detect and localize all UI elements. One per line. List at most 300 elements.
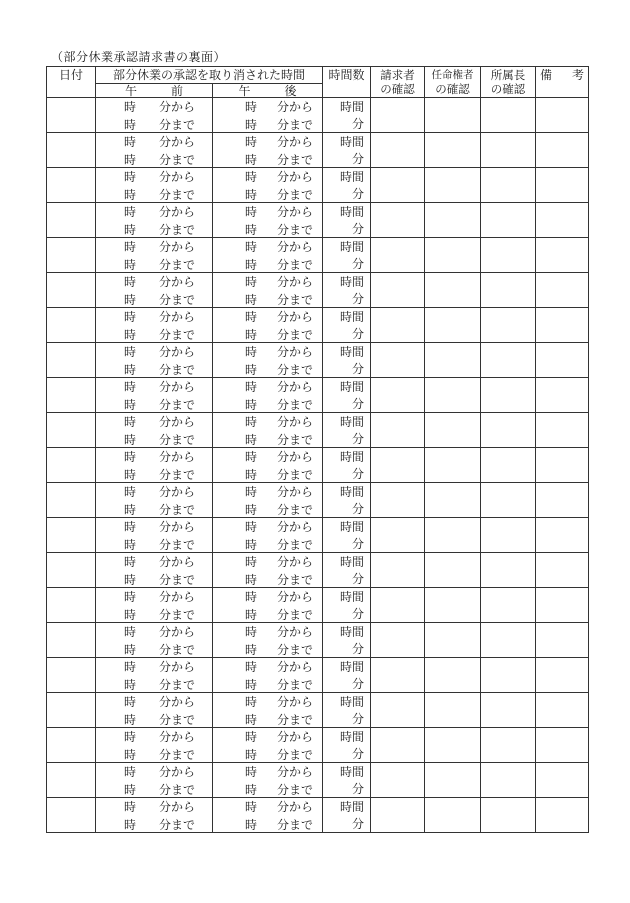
minutes-until-label: 分まで bbox=[277, 362, 314, 377]
minutes-cell[interactable]: 分 bbox=[323, 151, 371, 168]
minutes-cell[interactable]: 分 bbox=[323, 186, 371, 203]
am-time-cell[interactable] bbox=[96, 728, 213, 746]
requester-check-cell[interactable] bbox=[371, 343, 425, 378]
pm-time-cell[interactable] bbox=[213, 763, 323, 781]
director-check-cell[interactable] bbox=[481, 98, 536, 133]
date-cell[interactable] bbox=[47, 763, 96, 798]
date-cell[interactable] bbox=[47, 413, 96, 448]
minutes-from-label: 分から bbox=[277, 240, 314, 254]
hour-label: 時 bbox=[245, 607, 258, 622]
pm-time-cell[interactable] bbox=[213, 396, 323, 413]
requester-check-cell[interactable] bbox=[371, 133, 425, 168]
minutes-cell[interactable]: 分 bbox=[323, 466, 371, 483]
header-period: 部分休業の承認を取り消された時間 bbox=[96, 67, 323, 84]
appointer-check-cell[interactable] bbox=[425, 133, 481, 168]
remarks-cell[interactable] bbox=[536, 273, 589, 308]
appointer-check-cell[interactable] bbox=[425, 448, 481, 483]
date-cell[interactable] bbox=[47, 623, 96, 658]
date-cell[interactable] bbox=[47, 448, 96, 483]
hour-label: 時 bbox=[245, 642, 258, 657]
director-check-cell[interactable] bbox=[481, 763, 536, 798]
minutes-from-label: 分から bbox=[277, 275, 314, 289]
appointer-check-cell[interactable] bbox=[425, 378, 481, 413]
director-check-cell[interactable] bbox=[481, 273, 536, 308]
appointer-check-cell[interactable] bbox=[425, 308, 481, 343]
minutes-from-label: 分から bbox=[159, 380, 196, 394]
minutes-until-label: 分まで bbox=[277, 817, 314, 832]
hours-cell[interactable]: 時間 bbox=[323, 798, 371, 816]
minutes-cell[interactable]: 分 bbox=[323, 571, 371, 588]
am-time-cell[interactable] bbox=[96, 676, 213, 693]
pm-time-cell[interactable] bbox=[213, 518, 323, 536]
minutes-cell[interactable]: 分 bbox=[323, 291, 371, 308]
pm-time-cell[interactable] bbox=[213, 221, 323, 238]
remarks-cell[interactable] bbox=[536, 413, 589, 448]
hour-label: 時 bbox=[124, 817, 137, 832]
entry-row bbox=[47, 588, 589, 606]
requester-check-cell[interactable] bbox=[371, 378, 425, 413]
hours-cell[interactable]: 時間 bbox=[323, 693, 371, 711]
requester-check-cell[interactable] bbox=[371, 483, 425, 518]
date-cell[interactable] bbox=[47, 273, 96, 308]
director-check-cell[interactable] bbox=[481, 658, 536, 693]
minutes-cell[interactable]: 分 bbox=[323, 641, 371, 658]
am-time-cell[interactable] bbox=[96, 711, 213, 728]
hours-cell[interactable]: 時間 bbox=[323, 658, 371, 676]
entry-row bbox=[47, 308, 589, 326]
requester-check-cell[interactable] bbox=[371, 273, 425, 308]
hours-cell[interactable]: 時間 bbox=[323, 378, 371, 396]
header-am: 午 前 bbox=[96, 84, 213, 98]
hours-cell[interactable]: 時間 bbox=[323, 98, 371, 116]
appointer-check-cell[interactable] bbox=[425, 203, 481, 238]
minutes-from-label: 分から bbox=[159, 275, 196, 289]
am-time-cell[interactable] bbox=[96, 168, 213, 186]
hour-label: 時 bbox=[245, 502, 258, 517]
hour-label: 時 bbox=[245, 555, 258, 569]
director-check-cell[interactable] bbox=[481, 693, 536, 728]
entry-row bbox=[47, 343, 589, 361]
director-check-cell[interactable] bbox=[481, 588, 536, 623]
am-time-cell[interactable] bbox=[96, 256, 213, 273]
am-time-cell[interactable] bbox=[96, 483, 213, 501]
minutes-until-label: 分まで bbox=[159, 572, 196, 587]
am-time-cell[interactable] bbox=[96, 501, 213, 518]
hours-cell[interactable]: 時間 bbox=[323, 343, 371, 361]
pm-time-cell[interactable] bbox=[213, 623, 323, 641]
minutes-until-label: 分まで bbox=[159, 117, 196, 132]
minutes-until-label: 分まで bbox=[277, 327, 314, 342]
am-time-cell[interactable] bbox=[96, 291, 213, 308]
appointer-check-cell[interactable] bbox=[425, 728, 481, 763]
am-time-cell[interactable] bbox=[96, 396, 213, 413]
remarks-cell[interactable] bbox=[536, 168, 589, 203]
pm-time-cell[interactable] bbox=[213, 728, 323, 746]
hour-label: 時 bbox=[245, 765, 258, 779]
pm-time-cell[interactable] bbox=[213, 501, 323, 518]
minutes-until-label: 分まで bbox=[159, 187, 196, 202]
requester-check-cell[interactable] bbox=[371, 413, 425, 448]
pm-time-cell[interactable] bbox=[213, 448, 323, 466]
pm-time-cell[interactable] bbox=[213, 413, 323, 431]
pm-time-cell[interactable] bbox=[213, 553, 323, 571]
pm-time-cell[interactable] bbox=[213, 308, 323, 326]
hour-label: 時 bbox=[124, 415, 137, 429]
director-check-cell[interactable] bbox=[481, 168, 536, 203]
pm-time-cell[interactable] bbox=[213, 466, 323, 483]
hours-cell[interactable]: 時間 bbox=[323, 168, 371, 186]
minutes-until-label: 分まで bbox=[159, 222, 196, 237]
director-check-cell[interactable] bbox=[481, 203, 536, 238]
am-time-cell[interactable] bbox=[96, 571, 213, 588]
date-cell[interactable] bbox=[47, 378, 96, 413]
am-time-cell[interactable] bbox=[96, 518, 213, 536]
remarks-cell[interactable] bbox=[536, 133, 589, 168]
remarks-cell[interactable] bbox=[536, 448, 589, 483]
minutes-cell[interactable]: 分 bbox=[323, 326, 371, 343]
am-time-cell[interactable] bbox=[96, 553, 213, 571]
requester-check-cell[interactable] bbox=[371, 728, 425, 763]
am-time-cell[interactable] bbox=[96, 203, 213, 221]
minutes-from-label: 分から bbox=[159, 485, 196, 499]
requester-check-cell[interactable] bbox=[371, 448, 425, 483]
header-remarks: 備 考 bbox=[536, 67, 589, 98]
hours-cell[interactable]: 時間 bbox=[323, 273, 371, 291]
requester-check-cell[interactable] bbox=[371, 658, 425, 693]
remarks-cell[interactable] bbox=[536, 378, 589, 413]
appointer-check-cell[interactable] bbox=[425, 238, 481, 273]
requester-check-cell[interactable] bbox=[371, 168, 425, 203]
director-check-cell[interactable] bbox=[481, 343, 536, 378]
am-time-cell[interactable] bbox=[96, 378, 213, 396]
hours-cell[interactable]: 時間 bbox=[323, 413, 371, 431]
entry-row bbox=[47, 693, 589, 711]
minutes-cell[interactable]: 分 bbox=[323, 361, 371, 378]
pm-time-cell[interactable] bbox=[213, 343, 323, 361]
am-time-cell[interactable] bbox=[96, 536, 213, 553]
pm-time-cell[interactable] bbox=[213, 693, 323, 711]
hour-label: 時 bbox=[124, 257, 137, 272]
am-time-cell[interactable] bbox=[96, 98, 213, 116]
remarks-cell[interactable] bbox=[536, 658, 589, 693]
pm-time-cell[interactable] bbox=[213, 798, 323, 816]
hour-label: 時 bbox=[124, 327, 137, 342]
minutes-cell[interactable]: 分 bbox=[323, 781, 371, 798]
hour-label: 時 bbox=[124, 135, 137, 149]
hour-label: 時 bbox=[245, 625, 258, 639]
director-check-cell[interactable] bbox=[481, 413, 536, 448]
director-check-cell[interactable] bbox=[481, 133, 536, 168]
director-check-cell[interactable] bbox=[481, 518, 536, 553]
hour-label: 時 bbox=[124, 380, 137, 394]
minutes-from-label: 分から bbox=[277, 520, 314, 534]
minutes-until-label: 分まで bbox=[277, 187, 314, 202]
appointer-check-cell[interactable] bbox=[425, 623, 481, 658]
hours-cell[interactable]: 時間 bbox=[323, 308, 371, 326]
appointer-check-cell[interactable] bbox=[425, 168, 481, 203]
pm-time-cell[interactable] bbox=[213, 676, 323, 693]
hours-cell[interactable]: 時間 bbox=[323, 588, 371, 606]
pm-time-cell[interactable] bbox=[213, 816, 323, 833]
pm-time-cell[interactable] bbox=[213, 168, 323, 186]
pm-time-cell[interactable] bbox=[213, 98, 323, 116]
remarks-cell[interactable] bbox=[536, 308, 589, 343]
entry-row bbox=[47, 448, 589, 466]
date-cell[interactable] bbox=[47, 693, 96, 728]
remarks-cell[interactable] bbox=[536, 238, 589, 273]
requester-check-cell[interactable] bbox=[371, 588, 425, 623]
date-cell[interactable] bbox=[47, 588, 96, 623]
date-cell[interactable] bbox=[47, 308, 96, 343]
pm-time-cell[interactable] bbox=[213, 133, 323, 151]
minutes-cell[interactable]: 分 bbox=[323, 746, 371, 763]
am-time-cell[interactable] bbox=[96, 606, 213, 623]
minutes-from-label: 分から bbox=[277, 345, 314, 359]
appointer-check-cell[interactable] bbox=[425, 413, 481, 448]
director-check-cell[interactable] bbox=[481, 308, 536, 343]
pm-time-cell[interactable] bbox=[213, 291, 323, 308]
appointer-check-cell[interactable] bbox=[425, 693, 481, 728]
pm-time-cell[interactable] bbox=[213, 116, 323, 133]
pm-time-cell[interactable] bbox=[213, 571, 323, 588]
director-check-cell[interactable] bbox=[481, 483, 536, 518]
hour-label: 時 bbox=[124, 747, 137, 762]
minutes-cell[interactable]: 分 bbox=[323, 816, 371, 833]
hour-label: 時 bbox=[124, 240, 137, 254]
date-cell[interactable] bbox=[47, 518, 96, 553]
am-time-cell[interactable] bbox=[96, 343, 213, 361]
pm-time-cell[interactable] bbox=[213, 326, 323, 343]
remarks-cell[interactable] bbox=[536, 728, 589, 763]
date-cell[interactable] bbox=[47, 168, 96, 203]
date-cell[interactable] bbox=[47, 658, 96, 693]
minutes-cell[interactable]: 分 bbox=[323, 536, 371, 553]
director-check-cell[interactable] bbox=[481, 623, 536, 658]
remarks-cell[interactable] bbox=[536, 763, 589, 798]
pm-time-cell[interactable] bbox=[213, 658, 323, 676]
appointer-check-cell[interactable] bbox=[425, 273, 481, 308]
am-time-cell[interactable] bbox=[96, 763, 213, 781]
pm-time-cell[interactable] bbox=[213, 378, 323, 396]
remarks-cell[interactable] bbox=[536, 98, 589, 133]
am-time-cell[interactable] bbox=[96, 658, 213, 676]
am-time-cell[interactable] bbox=[96, 186, 213, 203]
pm-time-cell[interactable] bbox=[213, 536, 323, 553]
am-time-cell[interactable] bbox=[96, 448, 213, 466]
director-check-cell[interactable] bbox=[481, 728, 536, 763]
appointer-check-cell[interactable] bbox=[425, 553, 481, 588]
minutes-until-label: 分まで bbox=[159, 782, 196, 797]
date-cell[interactable] bbox=[47, 553, 96, 588]
minutes-cell[interactable]: 分 bbox=[323, 606, 371, 623]
minutes-from-label: 分から bbox=[159, 240, 196, 254]
remarks-cell[interactable] bbox=[536, 483, 589, 518]
requester-check-cell[interactable] bbox=[371, 763, 425, 798]
remarks-cell[interactable] bbox=[536, 798, 589, 833]
director-check-cell[interactable] bbox=[481, 238, 536, 273]
minutes-cell[interactable]: 分 bbox=[323, 676, 371, 693]
requester-check-cell[interactable] bbox=[371, 693, 425, 728]
am-time-cell[interactable] bbox=[96, 326, 213, 343]
minutes-from-label: 分から bbox=[277, 485, 314, 499]
appointer-check-cell[interactable] bbox=[425, 518, 481, 553]
pm-time-cell[interactable] bbox=[213, 588, 323, 606]
appointer-check-cell[interactable] bbox=[425, 343, 481, 378]
hours-cell[interactable]: 時間 bbox=[323, 623, 371, 641]
date-cell[interactable] bbox=[47, 483, 96, 518]
remarks-cell[interactable] bbox=[536, 623, 589, 658]
appointer-check-cell[interactable] bbox=[425, 483, 481, 518]
hour-label: 時 bbox=[124, 520, 137, 534]
minutes-until-label: 分まで bbox=[159, 467, 196, 482]
am-time-cell[interactable] bbox=[96, 781, 213, 798]
minutes-from-label: 分から bbox=[159, 520, 196, 534]
director-check-cell[interactable] bbox=[481, 553, 536, 588]
hours-cell[interactable]: 時間 bbox=[323, 133, 371, 151]
hour-label: 時 bbox=[124, 362, 137, 377]
hours-cell[interactable]: 時間 bbox=[323, 728, 371, 746]
pm-time-cell[interactable] bbox=[213, 186, 323, 203]
minutes-until-label: 分まで bbox=[277, 432, 314, 447]
requester-check-cell[interactable] bbox=[371, 98, 425, 133]
hour-label: 時 bbox=[245, 800, 258, 814]
am-time-cell[interactable] bbox=[96, 116, 213, 133]
appointer-check-cell[interactable] bbox=[425, 658, 481, 693]
director-check-cell[interactable] bbox=[481, 448, 536, 483]
am-time-cell[interactable] bbox=[96, 641, 213, 658]
hour-label: 時 bbox=[124, 782, 137, 797]
am-time-cell[interactable] bbox=[96, 361, 213, 378]
pm-time-cell[interactable] bbox=[213, 203, 323, 221]
remarks-cell[interactable] bbox=[536, 343, 589, 378]
hours-cell[interactable]: 時間 bbox=[323, 553, 371, 571]
remarks-cell[interactable] bbox=[536, 518, 589, 553]
hours-cell[interactable]: 時間 bbox=[323, 763, 371, 781]
header-requester: 請求者 の確認 bbox=[371, 67, 425, 98]
remarks-cell[interactable] bbox=[536, 588, 589, 623]
remarks-cell[interactable] bbox=[536, 553, 589, 588]
entry-row bbox=[47, 798, 589, 816]
minutes-cell[interactable]: 分 bbox=[323, 396, 371, 413]
am-time-cell[interactable] bbox=[96, 221, 213, 238]
pm-time-cell[interactable] bbox=[213, 781, 323, 798]
hours-cell[interactable]: 時間 bbox=[323, 483, 371, 501]
appointer-check-cell[interactable] bbox=[425, 798, 481, 833]
am-time-cell[interactable] bbox=[96, 151, 213, 168]
director-check-cell[interactable] bbox=[481, 798, 536, 833]
requester-check-cell[interactable] bbox=[371, 238, 425, 273]
entry-row bbox=[47, 133, 589, 151]
hour-label: 時 bbox=[245, 327, 258, 342]
appointer-check-cell[interactable] bbox=[425, 588, 481, 623]
appointer-check-cell[interactable] bbox=[425, 98, 481, 133]
minutes-cell[interactable]: 分 bbox=[323, 116, 371, 133]
minutes-until-label: 分まで bbox=[159, 502, 196, 517]
pm-time-cell[interactable] bbox=[213, 711, 323, 728]
remarks-cell[interactable] bbox=[536, 203, 589, 238]
requester-check-cell[interactable] bbox=[371, 518, 425, 553]
am-time-cell[interactable] bbox=[96, 466, 213, 483]
cancellation-table bbox=[46, 66, 589, 833]
minutes-until-label: 分まで bbox=[277, 257, 314, 272]
am-time-cell[interactable] bbox=[96, 746, 213, 763]
requester-check-cell[interactable] bbox=[371, 553, 425, 588]
pm-time-cell[interactable] bbox=[213, 238, 323, 256]
minutes-from-label: 分から bbox=[277, 450, 314, 464]
am-time-cell[interactable] bbox=[96, 623, 213, 641]
am-time-cell[interactable] bbox=[96, 693, 213, 711]
pm-time-cell[interactable] bbox=[213, 606, 323, 623]
am-time-cell[interactable] bbox=[96, 588, 213, 606]
am-time-cell[interactable] bbox=[96, 413, 213, 431]
am-time-cell[interactable] bbox=[96, 816, 213, 833]
pm-time-cell[interactable] bbox=[213, 256, 323, 273]
minutes-cell[interactable]: 分 bbox=[323, 711, 371, 728]
pm-time-cell[interactable] bbox=[213, 641, 323, 658]
minutes-until-label: 分まで bbox=[159, 257, 196, 272]
hours-cell[interactable]: 時間 bbox=[323, 448, 371, 466]
remarks-cell[interactable] bbox=[536, 693, 589, 728]
date-cell[interactable] bbox=[47, 238, 96, 273]
pm-time-cell[interactable] bbox=[213, 151, 323, 168]
date-cell[interactable] bbox=[47, 133, 96, 168]
minutes-cell[interactable]: 分 bbox=[323, 431, 371, 448]
requester-check-cell[interactable] bbox=[371, 623, 425, 658]
minutes-cell[interactable]: 分 bbox=[323, 501, 371, 518]
minutes-from-label: 分から bbox=[277, 800, 314, 814]
pm-time-cell[interactable] bbox=[213, 431, 323, 448]
hours-cell[interactable]: 時間 bbox=[323, 518, 371, 536]
minutes-cell[interactable]: 分 bbox=[323, 256, 371, 273]
minutes-cell[interactable]: 分 bbox=[323, 221, 371, 238]
date-cell[interactable] bbox=[47, 203, 96, 238]
entry-row bbox=[47, 168, 589, 186]
minutes-until-label: 分まで bbox=[277, 152, 314, 167]
minutes-from-label: 分から bbox=[277, 205, 314, 219]
date-cell[interactable] bbox=[47, 798, 96, 833]
pm-time-cell[interactable] bbox=[213, 746, 323, 763]
date-cell[interactable] bbox=[47, 98, 96, 133]
hours-cell[interactable]: 時間 bbox=[323, 203, 371, 221]
requester-check-cell[interactable] bbox=[371, 308, 425, 343]
hour-label: 時 bbox=[245, 695, 258, 709]
requester-check-cell[interactable] bbox=[371, 203, 425, 238]
header-director: 所属長 の確認 bbox=[481, 67, 536, 98]
date-cell[interactable] bbox=[47, 343, 96, 378]
entry-row bbox=[47, 378, 589, 396]
am-time-cell[interactable] bbox=[96, 798, 213, 816]
pm-time-cell[interactable] bbox=[213, 273, 323, 291]
minutes-from-label: 分から bbox=[277, 170, 314, 184]
pm-time-cell[interactable] bbox=[213, 361, 323, 378]
director-check-cell[interactable] bbox=[481, 378, 536, 413]
requester-check-cell[interactable] bbox=[371, 798, 425, 833]
entry-row bbox=[47, 413, 589, 431]
minutes-from-label: 分から bbox=[159, 625, 196, 639]
am-time-cell[interactable] bbox=[96, 431, 213, 448]
hour-label: 時 bbox=[124, 205, 137, 219]
date-cell[interactable] bbox=[47, 728, 96, 763]
am-time-cell[interactable] bbox=[96, 308, 213, 326]
am-time-cell[interactable] bbox=[96, 133, 213, 151]
am-time-cell[interactable] bbox=[96, 273, 213, 291]
am-time-cell[interactable] bbox=[96, 238, 213, 256]
minutes-until-label: 分まで bbox=[277, 292, 314, 307]
minutes-from-label: 分から bbox=[277, 555, 314, 569]
hours-cell[interactable]: 時間 bbox=[323, 238, 371, 256]
appointer-check-cell[interactable] bbox=[425, 763, 481, 798]
pm-time-cell[interactable] bbox=[213, 483, 323, 501]
